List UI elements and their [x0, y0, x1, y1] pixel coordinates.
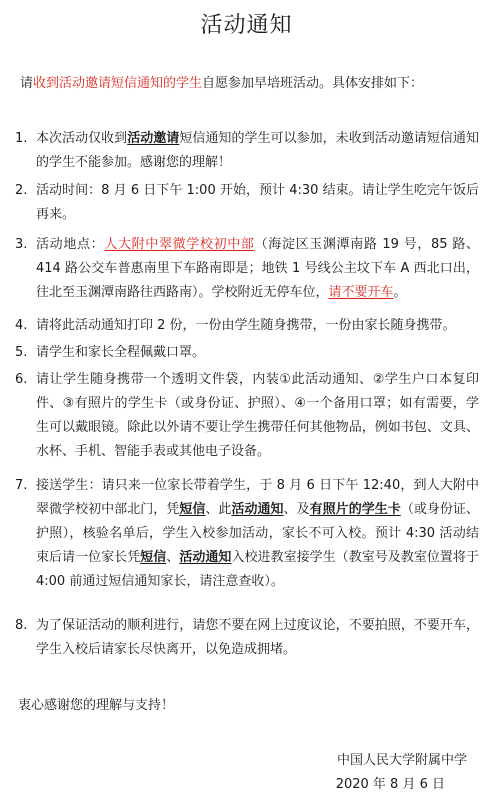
item-text-part: 接送学生：请只来一位家长带着学生，于 8 月 6 日下午 12:40，到人大附中翠微学校初中部北门，凭	[36, 478, 479, 517]
item-number: 5.	[15, 345, 28, 360]
item-location-highlight: 人大附中翠微学校初中部	[104, 237, 255, 252]
item-text: 请将此活动通知打印 2 份，一份由学生随身携带，一份由家长随身携带。	[36, 318, 456, 333]
item-text-part: 、	[166, 550, 180, 565]
item-emphasis: 活动邀请	[127, 131, 180, 146]
intro-prefix: 请	[20, 76, 34, 91]
item-emphasis: 有照片的学生卡	[309, 502, 401, 517]
item-text: 活动时间：8 月 6 日下午 1:00 开始，预计 4:30 结束。请让学生吃完午饭后再来。	[36, 183, 479, 222]
item-text	[36, 474, 479, 594]
intro-suffix: 自愿参加早培班活动。具体安排如下：	[202, 76, 424, 91]
item-number: 6.	[15, 372, 28, 387]
item-text	[36, 127, 479, 175]
item-number: 2.	[15, 183, 28, 198]
notice-title: 活动通知	[200, 13, 293, 38]
item-number: 4.	[15, 318, 28, 333]
item-emphasis: 短信	[179, 502, 206, 517]
item-number: 8.	[15, 618, 28, 633]
item-emphasis: 短信	[140, 550, 167, 565]
item-text: 请让学生随身携带一个透明文件袋，内装①此活动通知、②学生户口本复印件、③有照片的学生卡（或身份证、护照）、④一个备用口罩；如有需要，学生可以戴眼镜。除此以外请不要让学生携带任何其他物品，例如书包、文具、水杯、手机、智能手表或其他电子设备。	[36, 372, 479, 459]
item-number: 1.	[15, 131, 28, 146]
item-text-part: 活动地点：	[36, 237, 105, 252]
item-text-part: （或身份证、护照），核验名单后，学生入校参加活动，家长不可入校。预计 4:30 活动结束后请一位家长凭	[36, 502, 479, 565]
item-no-driving-highlight: 请不要开车	[328, 285, 394, 300]
item-text-part: 本次活动仅收到	[36, 131, 128, 146]
intro-highlight: 收到活动邀请短信通知的学生	[33, 76, 203, 91]
item-text-part: 短信通知的学生可以参加，未收到活动邀请短信通知的学生不能参加。感谢您的理解！	[36, 131, 479, 170]
signature: 中国人民大学附属中学	[336, 753, 467, 768]
closing-text: 衷心感谢您的理解与支持！	[18, 698, 175, 713]
item-text-part: 、及	[283, 502, 310, 517]
item-text	[36, 233, 479, 305]
item-number: 3.	[15, 237, 28, 252]
item-number: 7.	[15, 478, 28, 493]
date: 2020 年 8 月 6 日	[335, 777, 445, 792]
item-text-part: 入校进教室接学生（教室号及教室位置将于 4:00 前通过短信通知家长，请注意查收）。	[36, 550, 479, 589]
intro-paragraph	[20, 75, 477, 93]
item-text: 请学生和家长全程佩戴口罩。	[36, 345, 206, 360]
item-text-part: 、此	[205, 502, 232, 517]
item-text: 为了保证活动的顺利进行，请您不要在网上过度议论，不要拍照，不要开车，学生入校后请家长尽快离开，以免造成拥堵。	[36, 618, 479, 657]
item-text-part: 。	[393, 285, 407, 300]
item-emphasis: 活动通知	[179, 550, 232, 565]
item-text-part: （海淀区玉渊潭南路 19 号，85 路、414 路公交车普惠南里下车路南即是；地铁 1 号线公主坟下车 A 西北口出，往北至玉渊潭南路往西路南）。学校附近无停车位，	[36, 237, 479, 300]
item-emphasis: 活动通知	[231, 502, 284, 517]
